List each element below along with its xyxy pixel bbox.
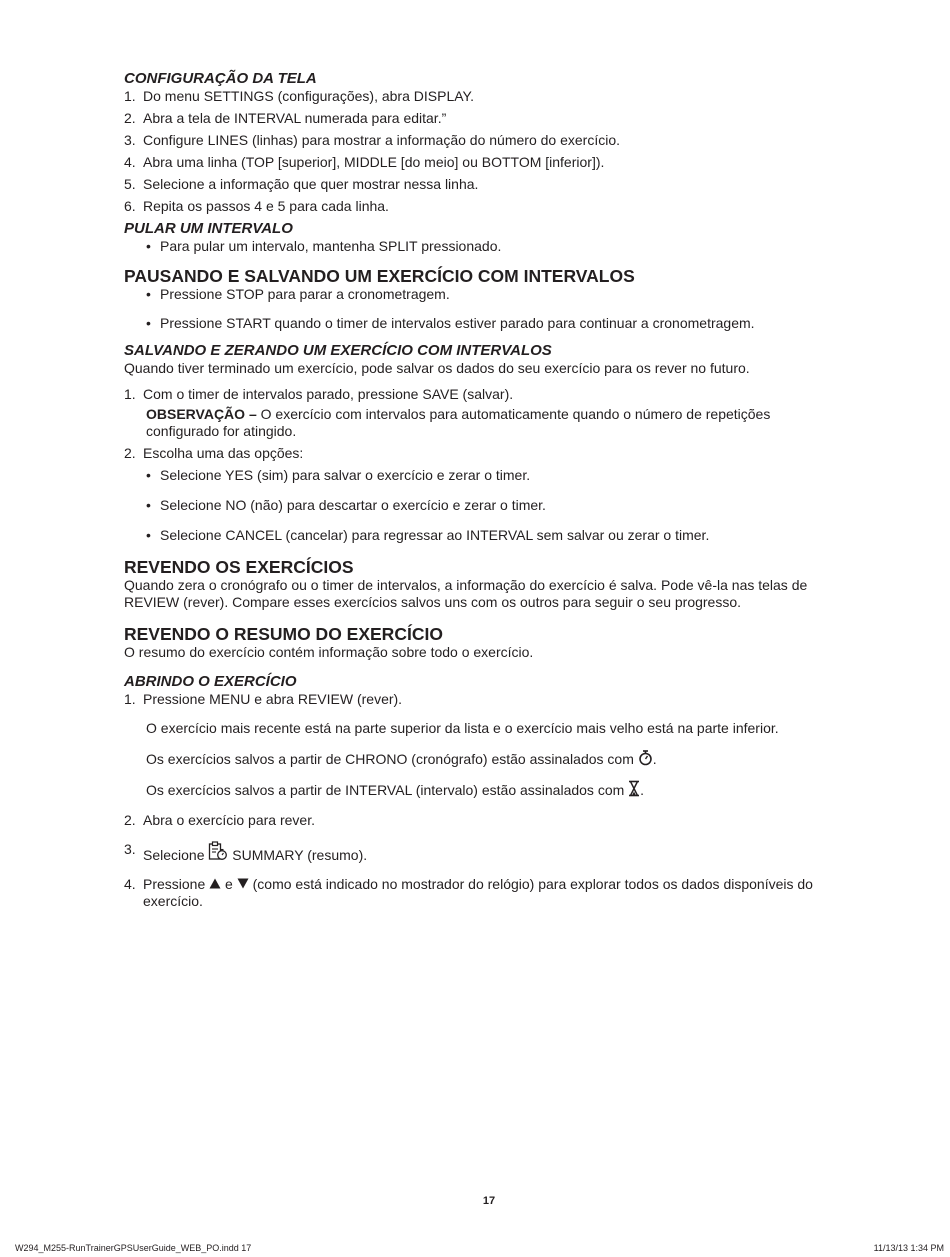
step-text-pre: Pressione [143,876,206,892]
step-text: Abra o exercício para rever. [143,812,315,828]
summary-clipboard-icon [208,841,228,861]
bullet-item [146,467,824,484]
bullet-item [146,315,824,332]
hourglass-icon [628,780,640,797]
page-content [124,70,824,915]
paragraph: Quando tiver terminado um exercício, pode salvar os dados do seu exercício para os rever no futuro. [124,360,750,376]
section-title: CONFIGURAÇÃO DA TELA [124,70,317,87]
step-text: Abra uma linha (TOP [superior], MIDDLE [do meio] ou BOTTOM [inferior]). [143,154,605,170]
note-text: O exercício com intervalos para automaticamente quando o número de repetições configurado for atingido. [146,406,771,439]
bullet-text: Selecione CANCEL (cancelar) para regressar ao INTERVAL sem salvar ou zerar o timer. [160,527,710,543]
steps-list [124,812,824,910]
step-number: 3. [124,132,136,148]
paragraph-text: Os exercícios salvos a partir de INTERVAL (intervalo) estão assinalados com [146,782,625,798]
step-text: Selecione a informação que quer mostrar nessa linha. [143,176,479,192]
list-item [124,841,824,864]
step-number: 2. [124,445,136,461]
footer-filename: W294_M255-RunTrainerGPSUserGuide_WEB_PO.indd 17 [15,1243,252,1253]
footer-datetime: 11/13/13 1:34 PM [873,1243,944,1253]
steps-list [124,445,824,462]
list-item [124,386,824,403]
step-text: Repita os passos 4 e 5 para cada linha. [143,198,389,214]
step-text: Configure LINES (linhas) para mostrar a informação do número do exercício. [143,132,620,148]
bullet-text: Selecione NO (não) para descartar o exercício e zerar o timer. [160,497,546,513]
step-number: 3. [124,841,136,857]
list-item [124,132,824,149]
steps-list [124,386,824,403]
steps-list [124,88,824,215]
step-text: Abra a tela de INTERVAL numerada para editar.” [143,110,447,126]
paragraph-text: Os exercícios salvos a partir de CHRONO (cronógrafo) estão assinalados com [146,751,634,767]
paragraph: O resumo do exercício contém informação sobre todo o exercício. [124,644,534,660]
step-text: Pressione MENU e abra REVIEW (rever). [143,691,403,707]
step-text: Com o timer de intervalos parado, pressione SAVE (salvar). [143,386,514,402]
up-triangle-icon [209,878,221,889]
steps-list [124,691,824,708]
step-text-mid: e [225,876,233,892]
step-text: Escolha uma das opções: [143,445,304,461]
list-item [124,154,824,171]
bullet-icon: • [146,286,151,302]
list-item [124,812,824,829]
paragraph: O exercício mais recente está na parte superior da lista e o exercício mais velho está na parte inferior. [146,720,779,736]
list-item [124,691,824,708]
list-item [124,110,824,127]
paragraph: Os exercícios salvos a partir de CHRONO (cronógrafo) estão assinalados com . [146,751,657,767]
list-item [124,876,824,910]
bullet-text: Pressione STOP para parar a cronometragem. [160,286,450,302]
step-number: 1. [124,691,136,707]
step-text: Do menu SETTINGS (configurações), abra DISPLAY. [143,88,474,104]
paragraph: Os exercícios salvos a partir de INTERVAL (intervalo) estão assinalados com . [146,782,645,798]
note-label: OBSERVAÇÃO – [146,406,257,422]
step-number: 5. [124,176,136,192]
step-text-pre: Selecione [143,847,205,863]
bullet-item [146,286,824,303]
bullet-item [146,527,824,544]
step-number: 1. [124,88,136,104]
note [146,406,824,440]
section-title: SALVANDO E ZERANDO UM EXERCÍCIO COM INTERVALOS [124,342,552,359]
bullet-icon: • [146,467,151,483]
step-number: 2. [124,812,136,828]
stopwatch-icon [638,749,653,766]
page-number: 17 [482,1195,496,1207]
bullet-icon: • [146,315,151,331]
bullet-item [146,238,824,255]
bullet-text: Selecione YES (sim) para salvar o exercício e zerar o timer. [160,467,531,483]
bullet-icon: • [146,238,151,254]
step-number: 4. [124,876,136,892]
section-title: ABRINDO O EXERCÍCIO [124,673,297,690]
section-title: REVENDO O RESUMO DO EXERCÍCIO [124,624,443,644]
down-triangle-icon [237,878,249,889]
bullet-text: Para pular um intervalo, mantenha SPLIT pressionado. [160,238,502,254]
section-title: PULAR UM INTERVALO [124,220,293,237]
step-number: 6. [124,198,136,214]
step-text [143,876,824,910]
paragraph: Quando zera o cronógrafo ou o timer de intervalos, a informação do exercício é salva. Pode vê-la nas telas de REVIEW (rever). Compare esses exercícios salvos uns com os outros para seguir o seu progresso. [124,577,808,610]
step-text-post: (como está indicado no mostrador do relógio) para explorar todos os dados disponíveis do exercício. [143,876,813,909]
step-number: 1. [124,386,136,402]
step-text-post: SUMMARY (resumo). [228,847,368,863]
list-item [124,176,824,193]
bullet-text: Pressione START quando o timer de intervalos estiver parado para continuar a cronometragem. [160,315,755,331]
bullet-icon: • [146,497,151,513]
section-title: PAUSANDO E SALVANDO UM EXERCÍCIO COM INTERVALOS [124,266,635,286]
bullet-item [146,497,824,514]
step-number: 2. [124,110,136,126]
list-item [124,198,824,215]
bullet-icon: • [146,527,151,543]
list-item [124,445,824,462]
section-title: REVENDO OS EXERCÍCIOS [124,557,354,577]
step-number: 4. [124,154,136,170]
list-item [124,88,824,105]
step-text [143,841,367,864]
